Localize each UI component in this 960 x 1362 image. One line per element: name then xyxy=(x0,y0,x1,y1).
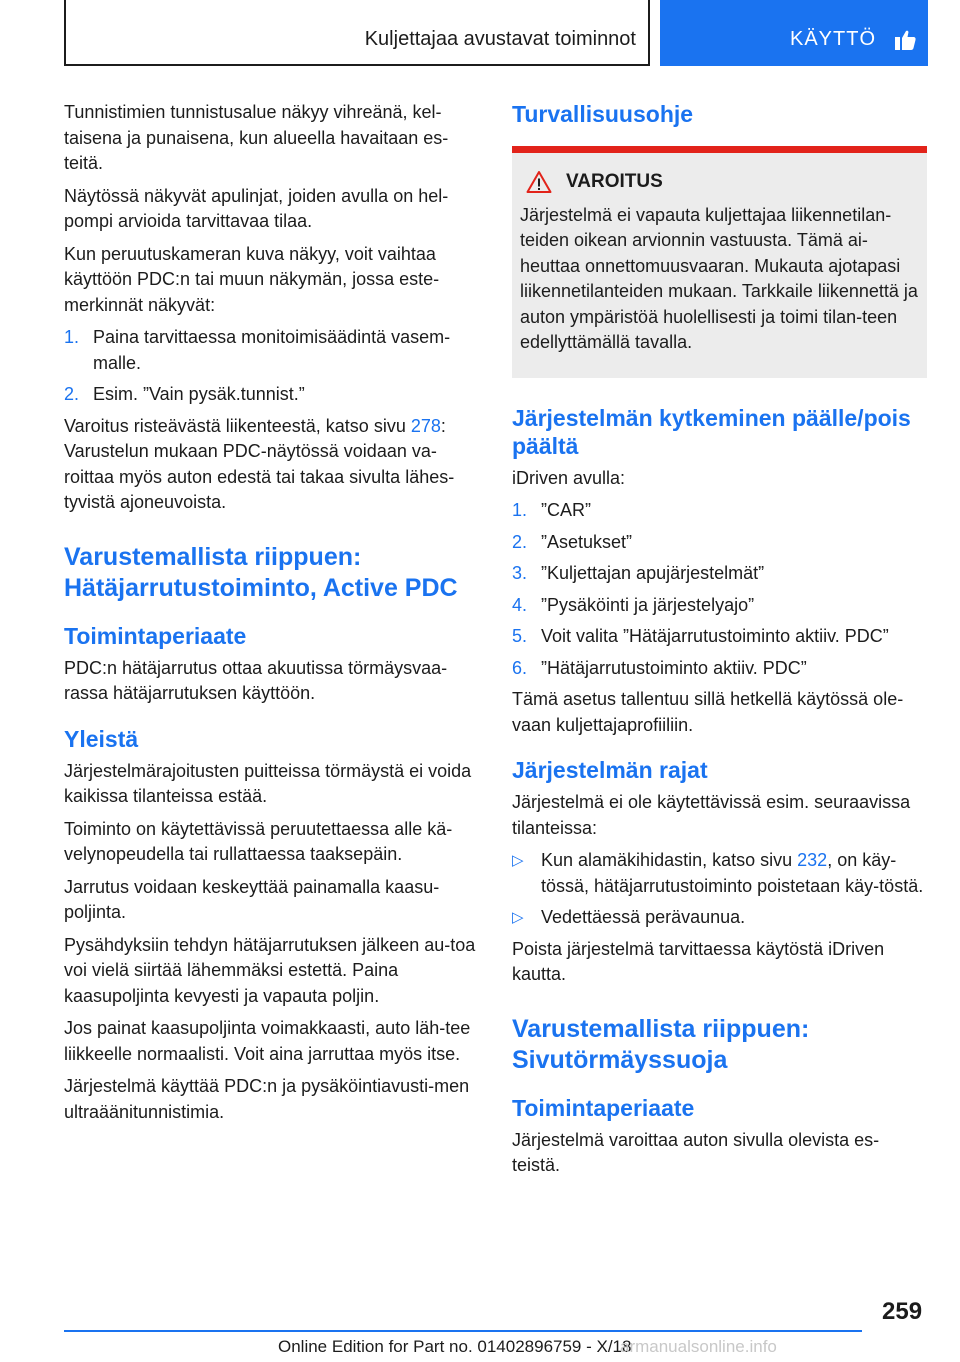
text-span: : Varustelun mukaan PDC-näytössä voidaan va-roittaa myös auton edestä tai takaa sivulta lähes-tyvistä ajoneuvoista. xyxy=(64,415,455,512)
text-span: , on käy-tössä, hätäjarrutustoiminto poistetaan käy-töstä. xyxy=(541,850,924,896)
warning-title: VAROITUS xyxy=(566,171,663,192)
footer-divider xyxy=(64,1330,862,1332)
step-text: ”Kuljettajan apujärjestelmät” xyxy=(541,563,765,583)
step-text: ”Pysäköinti ja järjestelyajo” xyxy=(541,594,755,615)
list-item xyxy=(512,656,927,682)
step-text: ”CAR” xyxy=(541,500,591,520)
step-text: Voit valita ”Hätäjarrutustoiminto aktiiv. PDC” xyxy=(541,626,889,646)
paragraph: Toiminto on käytettävissä peruutettaessa alle kä-velynopeudella tai rullattaessa taaksepäin. xyxy=(64,818,453,864)
step-number: 4. xyxy=(512,594,528,615)
section-title: Kuljettajaa avustavat toiminnot xyxy=(364,28,636,50)
warning-text: Järjestelmä ei vapauta kuljettajaa liikennetilan-teiden oikean arvionnin vastuusta. Tämä ai-heuttaa onnettomuusvaaran. Mukauta ajotapasi liikennetilanteiden mukaan. Tarkkaile liikennettä ja auton ympäristöä huolellisesti ja toimi tilan-teen edellyttämällä tavalla. xyxy=(520,204,918,352)
list-item xyxy=(512,593,927,619)
subsection-heading: Toimintaperiaate xyxy=(64,622,247,649)
list-item xyxy=(64,325,479,376)
step-text: ”Hätäjarrutustoiminto aktiiv. PDC” xyxy=(541,657,807,678)
paragraph: iDriven avulla: xyxy=(512,467,626,488)
numbered-list xyxy=(64,325,479,408)
bullet-list xyxy=(512,848,927,931)
hand-pointing-icon xyxy=(892,27,918,53)
list-item xyxy=(512,848,927,899)
subsection-heading: Toimintaperiaate xyxy=(512,1094,695,1121)
chapter-title: KÄYTTÖ xyxy=(790,28,877,50)
section-title-box xyxy=(64,0,650,66)
chapter-tab xyxy=(660,0,928,66)
subsection-heading: Järjestelmän kytkeminen päälle/pois päältä xyxy=(512,404,911,459)
edition-text: Online Edition for Part no. 01402896759 - X/18 xyxy=(278,1337,632,1356)
step-number: 2. xyxy=(64,384,80,404)
paragraph: PDC:n hätäjarrutus ottaa akuutissa törmäysvaa-rassa hätäjarrutuksen käyttöön. xyxy=(64,657,448,703)
step-number: 1. xyxy=(512,500,528,520)
text-span: Kun alamäkihidastin, katso sivu xyxy=(541,850,798,870)
list-item xyxy=(512,905,927,931)
list-item xyxy=(512,530,927,556)
step-number: 3. xyxy=(512,563,528,583)
step-number: 5. xyxy=(512,626,528,646)
warning-title-row xyxy=(520,169,919,195)
step-text: ”Asetukset” xyxy=(541,531,633,552)
paragraph: Tämä asetus tallentuu sillä hetkellä käytössä ole-vaan kuljettajaprofiiliin. xyxy=(512,689,904,735)
subsection-heading: Turvallisuusohje xyxy=(512,101,694,127)
section-heading: Varustemallista riippuen: Sivutörmäyssuoja xyxy=(512,1014,810,1074)
text-span: Varoitus risteävästä liikenteestä, katso sivu xyxy=(64,415,411,436)
numbered-list xyxy=(512,498,927,681)
section-heading: Varustemallista riippuen: Hätäjarrutustoiminto, Active PDC xyxy=(64,542,458,602)
paragraph: Näytössä näkyvät apulinjat, joiden avulla on hel-pompi arvioida tarvittavaa tilaa. xyxy=(64,185,449,231)
step-number: 2. xyxy=(512,531,528,552)
paragraph: Pysähdyksiin tehdyn hätäjarrutuksen jälkeen au-toa voi vielä siirtää lähemmäksi estettä. Paina kaasupoljinta kevyesti ja vapauta poljin. xyxy=(64,934,476,1006)
left-column xyxy=(64,100,479,1132)
right-column xyxy=(512,100,927,1186)
step-number: 6. xyxy=(512,657,528,678)
list-item xyxy=(64,382,479,408)
step-text: Esim. ”Vain pysäk.tunnist.” xyxy=(93,384,305,404)
paragraph: Järjestelmä varoittaa auton sivulla olevista es-teistä. xyxy=(512,1129,880,1175)
subsection-heading: Yleistä xyxy=(64,725,139,752)
list-item xyxy=(512,624,927,650)
paragraph: Tunnistimien tunnistusalue näkyy vihreänä, kel-taisena ja punaisena, kun alueella havaitaan es-teitä. xyxy=(64,102,449,173)
warning-triangle-icon xyxy=(526,170,552,194)
list-item xyxy=(512,561,927,587)
paragraph xyxy=(64,414,479,516)
watermark: armanualsonline.info xyxy=(620,1337,777,1356)
paragraph: Jarrutus voidaan keskeyttää painamalla kaasu-poljinta. xyxy=(64,876,440,922)
step-number: 1. xyxy=(64,327,80,347)
paragraph: Järjestelmärajoitusten puitteissa törmäystä ei voida kaikissa tilanteissa estää. xyxy=(64,760,472,806)
page-link-278[interactable]: 278 xyxy=(410,415,441,436)
paragraph: Poista järjestelmä tarvittaessa käytöstä iDriven kautta. xyxy=(512,938,885,984)
warning-box xyxy=(512,146,927,378)
text-span: Vedettäessä perävaunua. xyxy=(541,907,746,927)
paragraph: Järjestelmä käyttää PDC:n ja pysäköintiavusti-men ultraäänitunnistimia. xyxy=(64,1076,470,1122)
page-number: 259 xyxy=(882,1298,923,1325)
bullet-triangle-icon: ▷ xyxy=(512,909,524,926)
step-text: Paina tarvittaessa monitoimisäädintä vasem-malle. xyxy=(93,327,451,373)
page-header xyxy=(64,0,928,66)
paragraph: Järjestelmä ei ole käytettävissä esim. seuraavissa tilanteissa: xyxy=(512,792,911,838)
paragraph: Jos painat kaasupoljinta voimakkaasti, auto läh-tee liikkeelle normaalisti. Voit aina jarruttaa myös itse. xyxy=(64,1018,471,1064)
list-item xyxy=(512,498,927,524)
bullet-triangle-icon: ▷ xyxy=(512,852,524,869)
page-link-232[interactable]: 232 xyxy=(797,850,828,870)
paragraph: Kun peruutuskameran kuva näkyy, voit vaihtaa käyttöön PDC:n tai muun näkymän, jossa este-merkinnät näkyvät: xyxy=(64,243,440,315)
subsection-heading: Järjestelmän rajat xyxy=(512,757,708,783)
